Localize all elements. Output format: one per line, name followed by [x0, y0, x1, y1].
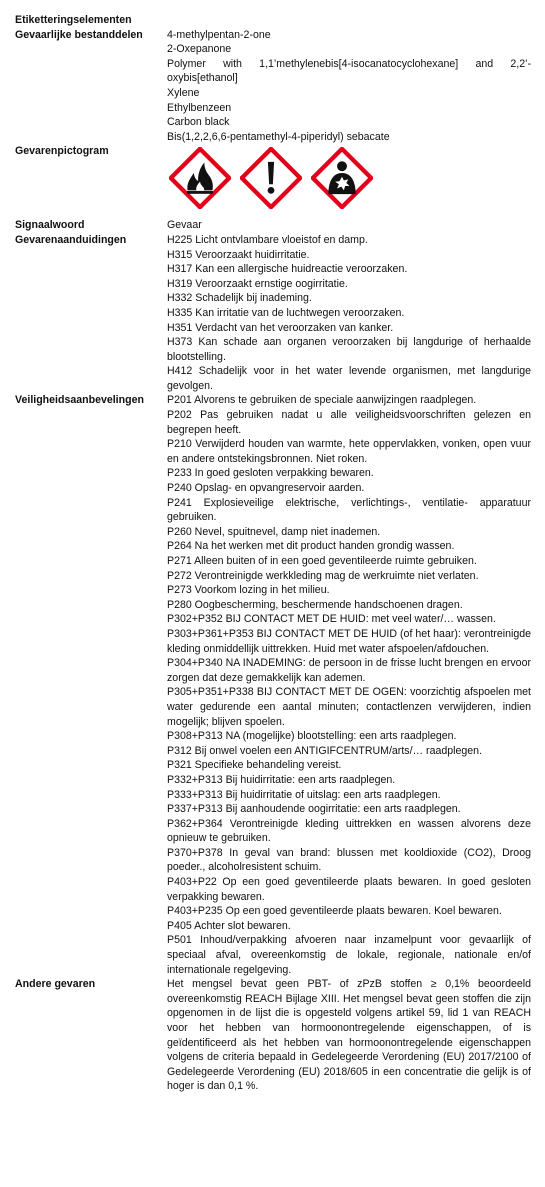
ingredient-item: Polymer with 1,1’methylenebis[4-isocanatocyclohexane] and 2,2’-oxybis[ethanol]: [167, 57, 531, 85]
ingredients-list: [167, 28, 531, 145]
flame-icon: [169, 147, 231, 209]
precautionary-statement: P304+P340 NA INADEMING: de persoon in de frisse lucht brengen en ervoor zorgen dat deze gemakkelijk kan ademen.: [167, 657, 531, 684]
signal-word-row: [15, 218, 533, 233]
other-hazards-text: [167, 977, 531, 1094]
hazard-statements-list: [167, 233, 531, 394]
section-heading: Etiketteringselementen: [15, 14, 132, 26]
precautionary-statement: P280 Oogbescherming, beschermende handschoenen dragen.: [167, 598, 463, 611]
ingredients-row: [15, 28, 533, 145]
precautionary-statement: P233 In goed gesloten verpakking bewaren.: [167, 467, 374, 480]
precautionary-statement: P202 Pas gebruiken nadat u alle veiligheidsvoorschriften gelezen en begrepen heeft.: [167, 409, 531, 436]
ingredient-item: 2-Oxepanone: [167, 43, 232, 56]
precautionary-statement: P403+P235 Op een goed geventileerde plaats bewaren. Koel bewaren.: [167, 905, 502, 918]
precautionary-statement: P501 Inhoud/verpakking afvoeren naar inzamelpunt voor gevaarlijk of speciaal afval, overeenkomstig de lokale, regionale, nationale en/of internationale regelgeving.: [167, 934, 531, 976]
exclamation-mark-icon: [240, 147, 302, 209]
precautionary-statement: P302+P352 BIJ CONTACT MET DE HUID: met veel water/… wassen.: [167, 613, 496, 626]
other-hazards-label: Andere gevaren: [15, 978, 96, 991]
precautionary-label: Veiligheidsaanbevelingen: [15, 394, 144, 407]
hazard-statement: H315 Veroorzaakt huidirritatie.: [167, 248, 310, 261]
hazard-statement: H412 Schadelijk voor in het water levende organismen, met langdurige gevolgen.: [167, 365, 531, 392]
signal-word: Gevaar: [167, 219, 202, 232]
ingredient-item: Carbon black: [167, 116, 230, 129]
precautionary-statement: P403+P22 Op een goed geventileerde plaats bewaren. In goed gesloten verpakking bewaren.: [167, 876, 531, 903]
label-elements-section: [15, 13, 533, 1094]
signal-word-label: Signaalwoord: [15, 219, 85, 232]
health-hazard-icon: [311, 147, 373, 209]
pictogram-label: Gevarenpictogram: [15, 145, 109, 158]
hazard-statement: H317 Kan een allergische huidreactie veroorzaken.: [167, 263, 408, 276]
hazard-statement: H332 Schadelijk bij inademing.: [167, 292, 312, 305]
precautionary-statement: P332+P313 Bij huidirritatie: een arts raadplegen.: [167, 773, 396, 786]
hazard-statement: H373 Kan schade aan organen veroorzaken bij langdurige of herhaalde blootstelling.: [167, 336, 531, 363]
ingredient-item: Bis(1,2,2,6,6-pentamethyl-4-piperidyl) sebacate: [167, 130, 390, 143]
precautionary-statement: P333+P313 Bij huidirritatie of uitslag: een arts raadplegen.: [167, 788, 441, 801]
precautionary-statement: P260 Nevel, spuitnevel, damp niet inademen.: [167, 525, 381, 538]
hazard-statement: H351 Verdacht van het veroorzaken van kanker.: [167, 321, 394, 334]
pictogram-group: [169, 144, 531, 212]
hazard-statement: H319 Veroorzaakt ernstige oogirritatie.: [167, 277, 348, 290]
precautionary-statement: P405 Achter slot bewaren.: [167, 919, 291, 932]
precautionary-row: [15, 393, 533, 977]
precautionary-statement: P305+P351+P338 BIJ CONTACT MET DE OGEN: voorzichtig afspoelen met water gedurende een aantal minuten; contactlenzen verwijderen, indien mogelijk; blijven spoelen.: [167, 686, 531, 728]
other-hazards-paragraph: Het mengsel bevat geen PBT- of zPzB stoffen ≥ 0,1% beoordeeld overeenkomstig REACH Bijlage XIII. Het mengsel bevat geen stoffen die zijn opgenomen in de lijst die is opgesteld volgens artikel 59, lid 1 van REACH voor het hebben van hormoonontregelende eigenschappen, of is geïdentificeerd als het hebben van hormoonontregelende eigenschappen volgens de criteria bepaald in Gedelegeerde Verordening (EU) 2017/2100 of Gedelegeerde Verordening (EU) 2018/605 in een concentratie die gelijk is of hoger is dan 0,1 %.: [167, 978, 531, 1093]
precautionary-statement: P308+P313 NA (mogelijke) blootstelling: een arts raadplegen.: [167, 730, 457, 743]
precautionary-statement: P264 Na het werken met dit product handen grondig wassen.: [167, 540, 455, 553]
precautionary-list: [167, 393, 531, 977]
hazard-statement: H335 Kan irritatie van de luchtwegen veroorzaken.: [167, 306, 405, 319]
precautionary-statement: P272 Verontreinigde werkkleding mag de werkruimte niet verlaten.: [167, 569, 479, 582]
ingredients-label: Gevaarlijke bestanddelen: [15, 28, 143, 41]
precautionary-statement: P273 Voorkom lozing in het milieu.: [167, 584, 330, 597]
hazard-statements-row: [15, 233, 533, 394]
pictogram-row: [15, 144, 533, 212]
precautionary-statement: P362+P364 Verontreinigde kleding uittrekken en wassen alvorens deze opnieuw te gebruiken.: [167, 817, 531, 845]
ingredient-item: Xylene: [167, 86, 200, 99]
ingredient-item: Ethylbenzeen: [167, 101, 232, 114]
hazard-statements-label: Gevarenaanduidingen: [15, 233, 127, 246]
precautionary-statement: P240 Opslag- en opvangreservoir aarden.: [167, 482, 365, 495]
precautionary-statement: P303+P361+P353 BIJ CONTACT MET DE HUID (of het haar): verontreinigde kleding onmiddellijk uittrekken. Huid met water afspoelen/afdouchen.: [167, 627, 531, 655]
precautionary-statement: P370+P378 In geval van brand: blussen met kooldioxide (CO2), Droog poeder., alcoholresistent schuim.: [167, 846, 531, 874]
ingredient-item: 4-methylpentan-2-one: [167, 28, 271, 41]
precautionary-statement: P201 Alvorens te gebruiken de speciale aanwijzingen raadplegen.: [167, 394, 477, 407]
precautionary-statement: P312 Bij onwel voelen een ANTIGIFCENTRUM/arts/… raadplegen.: [167, 744, 483, 757]
precautionary-statement: P241 Explosieveilige elektrische, verlichtings-, ventilatie- apparatuur gebruiken.: [167, 496, 531, 524]
precautionary-statement: P210 Verwijderd houden van warmte, hete oppervlakken, vonken, open vuur en andere ontstekingsbronnen. Niet roken.: [167, 438, 531, 465]
hazard-statement: H225 Licht ontvlambare vloeistof en damp.: [167, 233, 368, 246]
other-hazards-row: [15, 977, 533, 1094]
precautionary-statement: P271 Alleen buiten of in een goed geventileerde ruimte gebruiken.: [167, 555, 477, 567]
precautionary-statement: P321 Specifieke behandeling vereist.: [167, 759, 342, 772]
precautionary-statement: P337+P313 Bij aanhoudende oogirritatie: een arts raadplegen.: [167, 803, 461, 816]
